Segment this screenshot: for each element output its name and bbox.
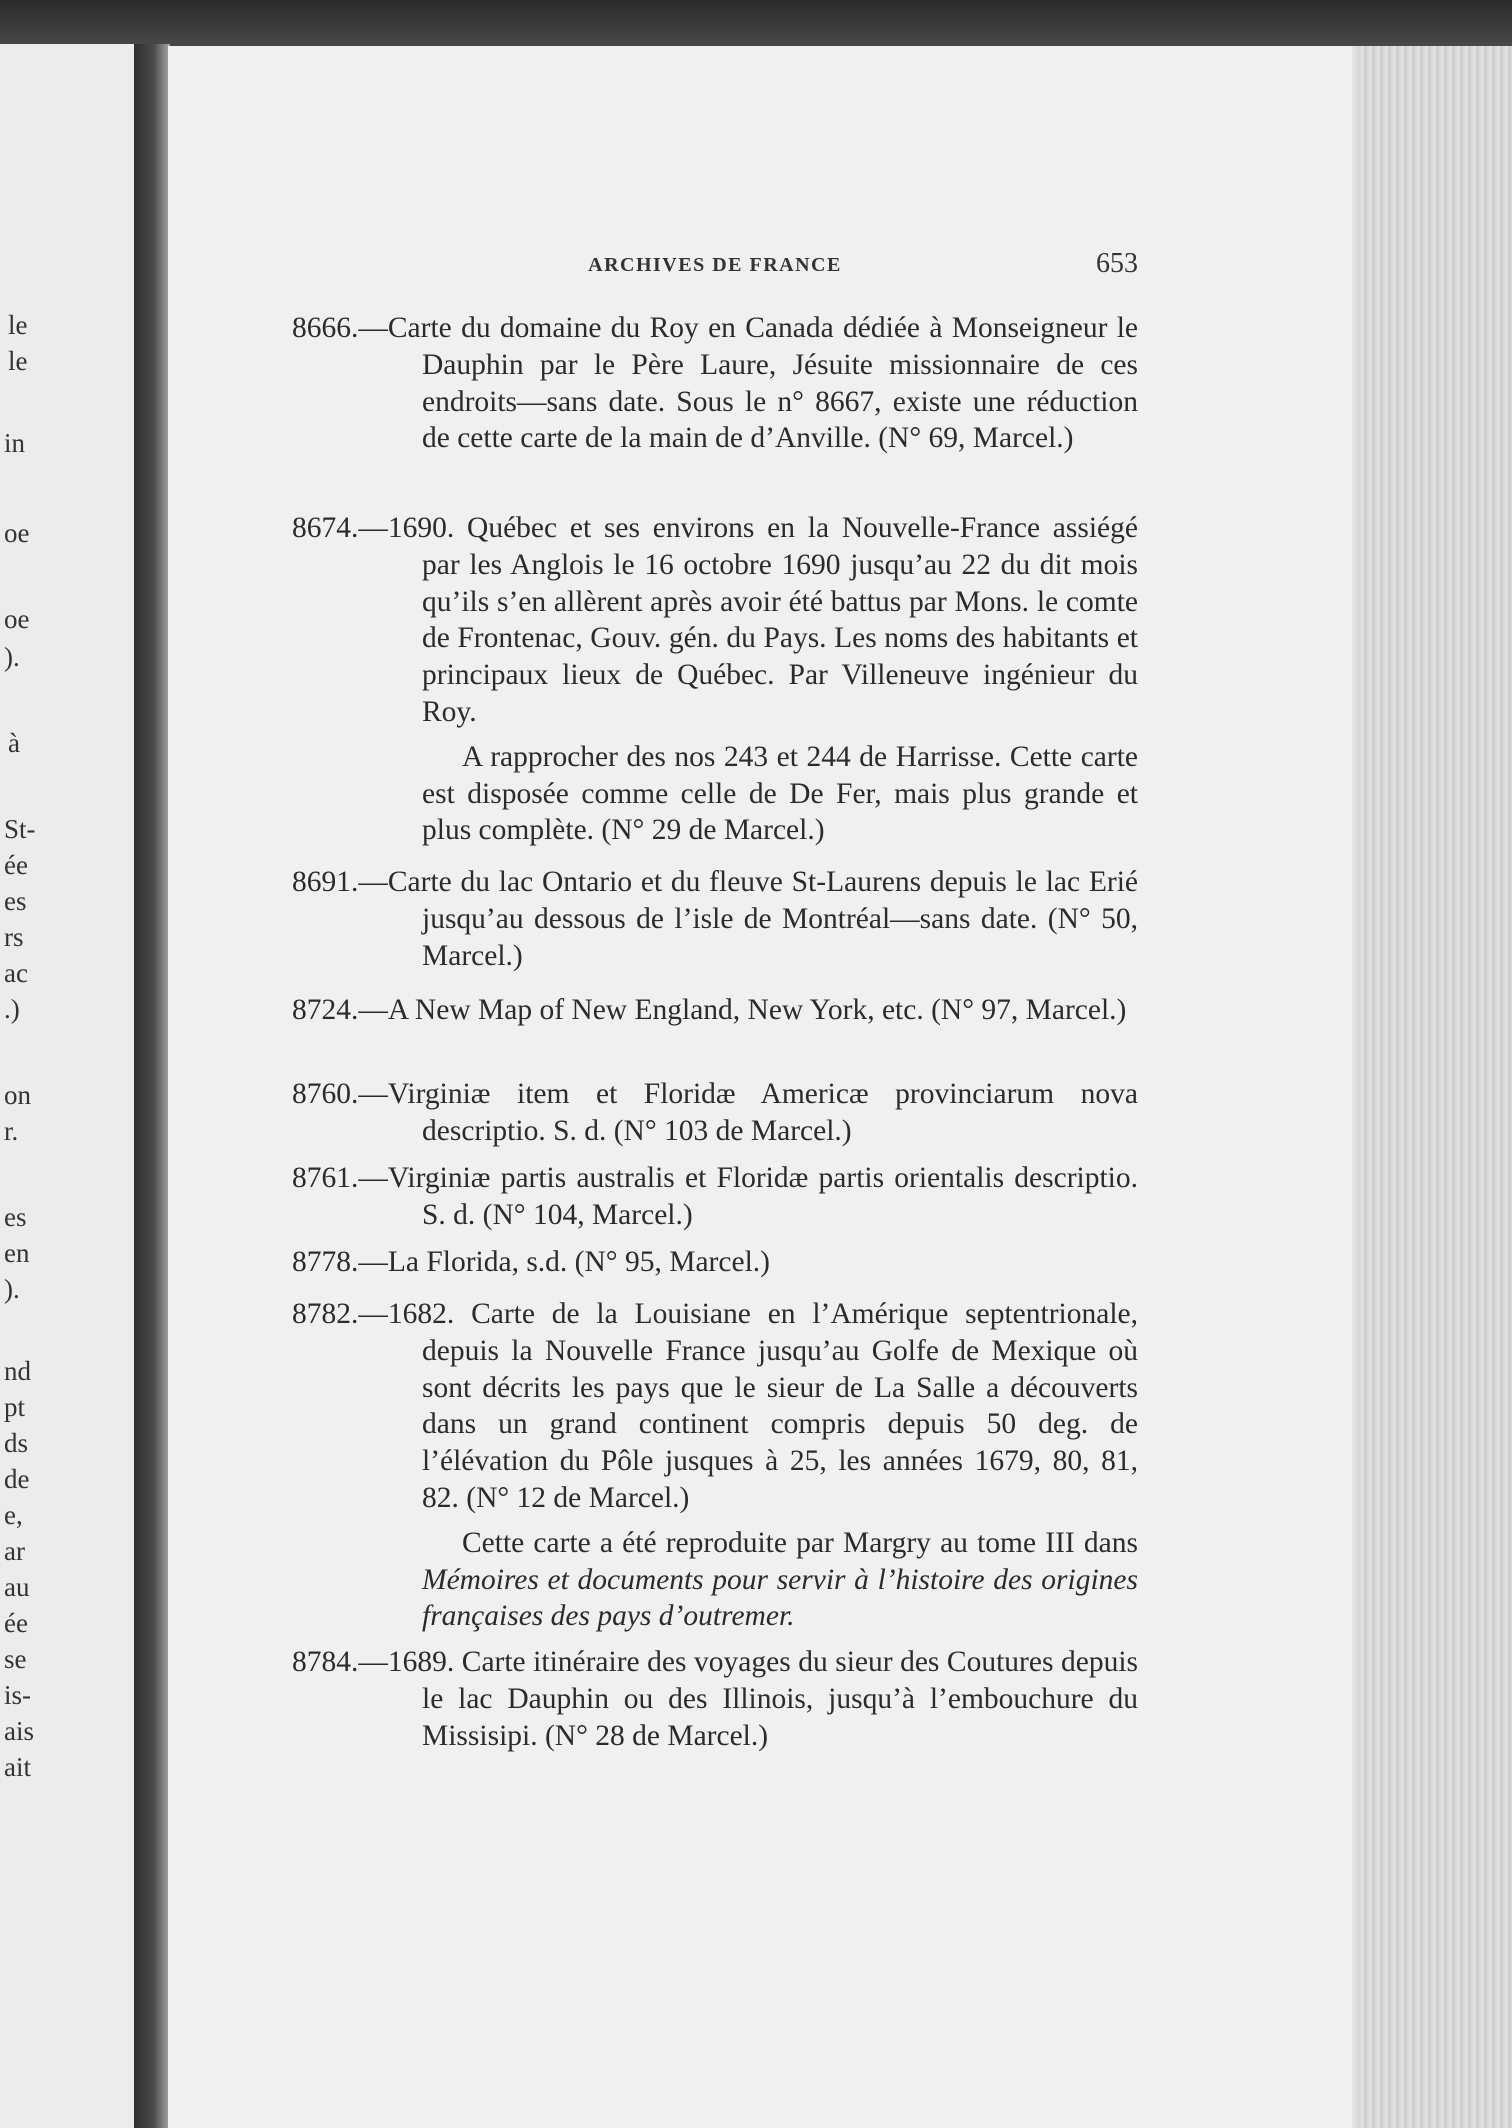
catalog-entry — [292, 1160, 1138, 1234]
entry-note — [292, 1525, 1138, 1635]
entry-text: 8760.—Virginiæ item et Floridæ Americæ provinciarum nova descriptio. S. d. (N° 103 de Marcel.) — [292, 1078, 1138, 1147]
left-page-fragment: in — [4, 428, 26, 458]
entry-text: 8778.—La Florida, s.d. (N° 95, Marcel.) — [292, 1246, 770, 1278]
left-page-fragment: es — [4, 1202, 27, 1232]
left-page-fragment: pt — [4, 1392, 26, 1422]
left-page-fragment: nd — [4, 1356, 31, 1386]
running-title: ARCHIVES DE FRANCE — [588, 254, 842, 276]
entry-note: A rapprocher des nos 243 et 244 de Harrisse. Cette carte est disposée comme celle de De Fer, mais plus grande et plus complète. (N° 29 de Marcel.) — [422, 740, 1138, 847]
left-page-fragment: au — [4, 1572, 30, 1602]
left-page-fragment: is- — [4, 1680, 31, 1710]
left-page-fragment: le — [8, 346, 28, 376]
left-page-fragment: es — [4, 886, 27, 916]
catalog-entry — [292, 1296, 1138, 1635]
left-page-fragment: de — [4, 1464, 30, 1494]
left-page-fragment: ée — [4, 850, 28, 880]
left-page-fragment: ée — [4, 1608, 28, 1638]
left-page-fragment: ar — [4, 1536, 25, 1566]
left-page-fragment: oe — [4, 604, 30, 634]
left-page-fragment: rs — [4, 922, 24, 952]
left-page-fragment: le — [8, 310, 28, 340]
entry-text: 8784.—1689. Carte itinéraire des voyages du sieur des Coutures depuis le lac Dauphin ou des Illinois, jusqu’à l’embouchure du Missisipi. (N° 28 de Marcel.) — [292, 1646, 1138, 1752]
entry-text: 8666.—Carte du domaine du Roy en Canada dédiée à Monseigneur le Dauphin par le Père Laure, Jésuite missionnaire de ces endroits—sans date. Sous le n° 8667, existe une réduction de cette carte de la main de d’Anville. (N° 69, Marcel.) — [292, 312, 1138, 455]
book-gutter — [134, 44, 170, 2128]
left-page-fragment: St- — [4, 814, 36, 844]
entry-note-title: Mémoires et documents pour servir à l’histoire des origines françaises des pays d’outremer. — [422, 1563, 1138, 1633]
left-page-fragment: ait — [4, 1752, 31, 1782]
left-page-fragment: en — [4, 1238, 30, 1268]
scan-top-border — [0, 0, 1512, 50]
left-page-fragment: ). — [4, 1274, 20, 1304]
catalog-entry — [292, 992, 1138, 1029]
entry-text: 8724.—A New Map of New England, New York, etc. (N° 97, Marcel.) — [292, 994, 1127, 1026]
page-stack-edges — [1360, 46, 1512, 2128]
entry-note-text: Cette carte a été reproduite par Margry au tome III dans — [462, 1526, 1138, 1559]
left-page-fragment: se — [4, 1644, 27, 1674]
left-page-fragment: r. — [4, 1116, 19, 1146]
catalog-entry — [292, 1244, 1138, 1281]
entry-text: 8674.—1690. Québec et ses environs en la Nouvelle-France assiégé par les Anglois le 16 octobre 1690 jusqu’au 22 du dit mois qu’ils s’en allèrent après avoir été battus par Mons. le comte de Frontenac, Gouv. gén. du Pays. Les noms des habitants et principaux lieux de Québec. Par Villeneuve ingénieur du Roy. — [292, 512, 1138, 728]
left-page-fragment: ds — [4, 1428, 29, 1458]
left-page-fragment: oe — [4, 518, 30, 548]
entry-text: 8782.—1682. Carte de la Louisiane en l’Amérique septentrionale, depuis la Nouvelle France jusqu’au Golfe de Mexique où sont décrits les pays que le sieur de La Salle a découverts dans un grand continent compris depuis 50 deg. de l’élévation du Pôle jusques à 25, les années 1679, 80, 81, 82. (N° 12 de Marcel.) — [292, 1298, 1138, 1514]
catalog-entry — [292, 1644, 1138, 1754]
running-head — [292, 248, 1138, 288]
left-page-margin — [0, 44, 142, 2128]
left-page-fragment: ac — [4, 958, 28, 988]
catalog-entry — [292, 310, 1138, 457]
left-page-fragment: on — [4, 1080, 31, 1110]
entry-text: 8691.—Carte du lac Ontario et du fleuve St-Laurens depuis le lac Erié jusqu’au dessous de l’isle de Montréal—sans date. (N° 50, Marcel.) — [292, 866, 1138, 972]
page-number: 653 — [1096, 248, 1138, 279]
left-page-fragment: ais — [4, 1716, 34, 1746]
left-page-fragment: e, — [4, 1500, 23, 1530]
entry-text: 8761.—Virginiæ partis australis et Floridæ partis orientalis descriptio. S. d. (N° 104, Marcel.) — [292, 1162, 1138, 1231]
catalog-entry — [292, 864, 1138, 974]
catalog-entry — [292, 1076, 1138, 1150]
left-page-fragment: .) — [4, 994, 20, 1024]
left-page-fragment: ). — [4, 642, 20, 672]
catalog-entry — [292, 510, 1138, 849]
left-page-fragment: à — [8, 728, 20, 758]
